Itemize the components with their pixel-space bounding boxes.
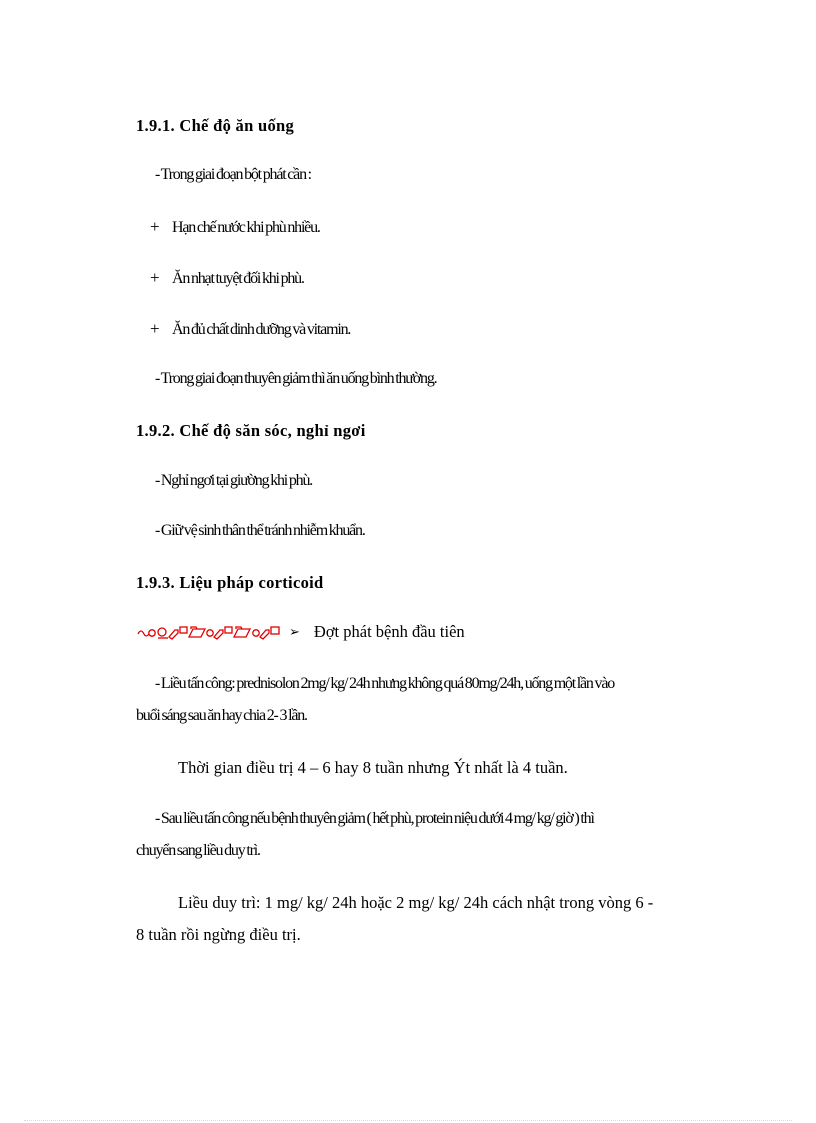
text-treatment-duration: Thời gian điều trị 4 – 6 hay 8 tuần nhưng Ýt nhất là 4 tuần. <box>178 758 568 777</box>
decorative-glyphs-icon <box>136 623 288 641</box>
text-acute-phase: - Trong giai đoạn bột phát cần : <box>155 166 311 183</box>
text-maintenance-line1: Liều duy trì: 1 mg/ kg/ 24h hoặc 2 mg/ kg/ 24h cách nhật trong vòng 6 - <box>178 893 654 912</box>
list-item-limit-water <box>150 217 320 237</box>
list-item-no-salt <box>150 268 304 288</box>
bullet-text: Đợt phát bệnh đầu tiên <box>313 622 465 641</box>
list-item-nutrition <box>150 319 350 339</box>
page-bottom-divider <box>24 1120 792 1121</box>
plus-bullet: + <box>150 268 160 287</box>
list-item-text: Ăn đủ chất dinh dưỡng và vitamin. <box>172 321 351 338</box>
text-attack-dose-line2: buổi sáng sau ăn hay chia 2- 3 lần. <box>136 707 307 724</box>
text-hygiene: - Giữ vệ sinh thân thể tránh nhiễm khuẩn. <box>155 522 365 539</box>
list-item-text: Ăn nhạt tuyệt đối khi phù. <box>172 270 304 287</box>
section-heading-care: 1.9.2. Chế độ săn sóc, nghỉ ngơi <box>136 421 366 440</box>
plus-bullet: + <box>150 217 160 236</box>
text-remission-phase: - Trong giai đoạn thuyên giảm thì ăn uống bình thường. <box>155 370 437 387</box>
text-after-attack-line2: chuyển sang liều duy trì. <box>136 842 260 859</box>
section-heading-corticoid: 1.9.3. Liệu pháp corticoid <box>136 573 324 592</box>
text-after-attack-line1: - Sau liều tấn công nếu bệnh thuyên giảm ( hết phù, protein niệu dưới 4 mg/ kg/ giờ ) thì <box>155 810 594 827</box>
bullet-first-episode <box>136 622 465 642</box>
text-maintenance-line2: 8 tuần rồi ngừng điều trị. <box>136 925 301 944</box>
plus-bullet: + <box>150 319 160 338</box>
list-item-text: Hạn chế nước khi phù nhiều. <box>172 219 320 236</box>
arrow-bullet-icon: ➢ <box>289 624 300 639</box>
section-heading-diet: 1.9.1. Chế độ ăn uống <box>136 116 295 135</box>
text-bed-rest: - Nghỉ ngơi tại giường khi phù. <box>155 472 313 489</box>
text-attack-dose-line1: - Liều tấn công: prednisolon 2mg/ kg/ 24h nhưng không quá 80mg/24h, uống một lần vào <box>155 675 615 692</box>
